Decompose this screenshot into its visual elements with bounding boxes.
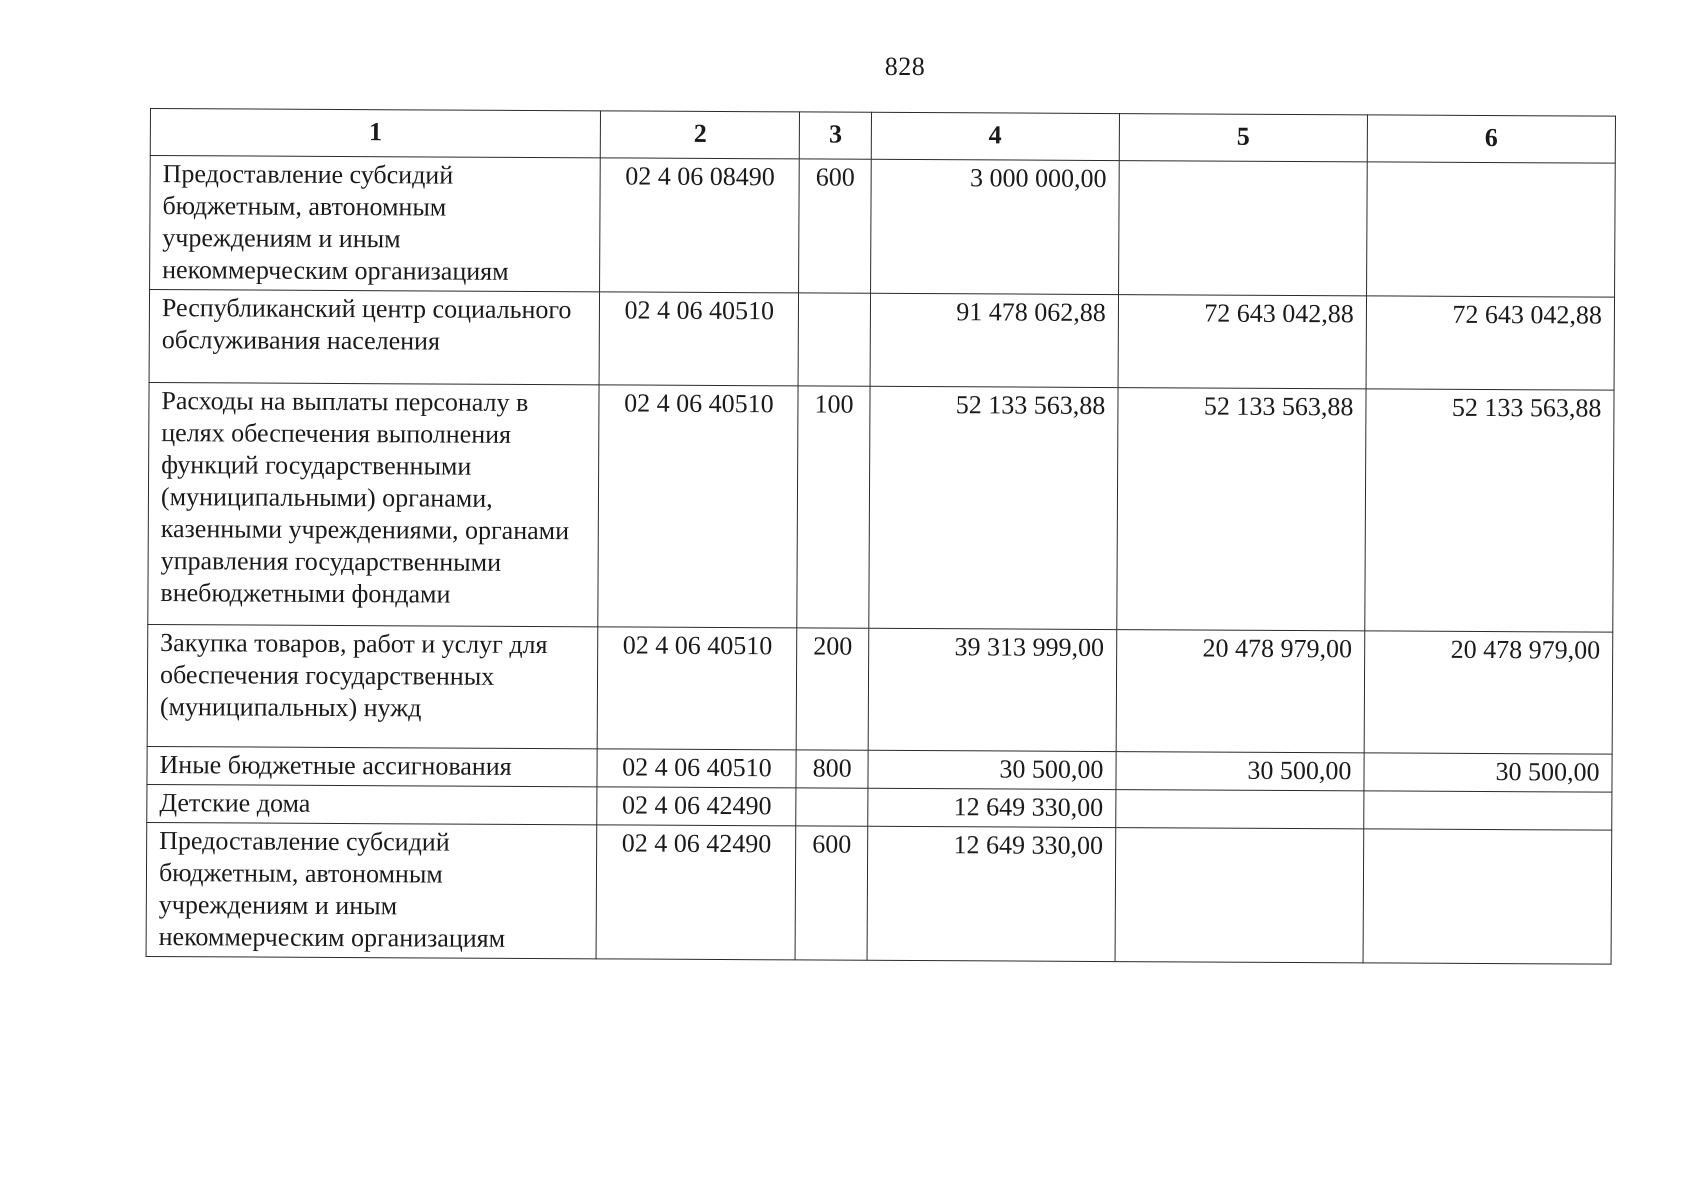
row-kvr-cell: 600 (799, 159, 871, 293)
row-sum-2-cell: 30 500,00 (1116, 752, 1364, 791)
row-code-cell: 02 4 06 40510 (597, 749, 796, 788)
table-row (148, 382, 1614, 632)
page-number: 828 (884, 52, 926, 81)
row-name-cell: Предоставление субсидий бюджетным, автономным учреждениям и иным некоммерческим организациям (146, 822, 597, 958)
row-sum-1-cell: 39 313 999,00 (868, 628, 1117, 751)
row-kvr-cell (799, 293, 871, 386)
row-code-cell: 02 4 06 42490 (596, 825, 796, 960)
budget-table (146, 108, 1616, 965)
row-code-cell: 02 4 06 42490 (597, 787, 796, 826)
row-sum-2-cell (1118, 161, 1367, 296)
column-header-6: 6 (1367, 115, 1615, 163)
row-sum-3-cell (1363, 829, 1612, 964)
row-sum-3-cell: 72 643 042,88 (1366, 296, 1615, 390)
column-header-5: 5 (1119, 114, 1367, 162)
row-kvr-cell: 600 (796, 826, 868, 960)
row-sum-1-cell: 12 649 330,00 (868, 788, 1116, 827)
column-header-4: 4 (871, 112, 1119, 160)
row-name-cell: Республиканский центр социального обслуживания населения (149, 290, 600, 385)
table-row (150, 156, 1616, 298)
row-sum-1-cell: 30 500,00 (868, 750, 1116, 789)
row-sum-3-cell: 20 478 979,00 (1364, 631, 1613, 754)
column-header-2: 2 (601, 111, 800, 159)
row-kvr-cell: 200 (797, 628, 869, 750)
row-sum-1-cell: 12 649 330,00 (867, 826, 1116, 961)
row-sum-2-cell (1115, 828, 1364, 963)
row-code-cell: 02 4 06 08490 (600, 158, 800, 293)
row-sum-3-cell (1364, 791, 1612, 830)
row-sum-1-cell: 3 000 000,00 (870, 159, 1119, 294)
row-name-cell: Иные бюджетные ассигнования (147, 746, 598, 786)
row-kvr-cell: 800 (796, 750, 868, 788)
row-sum-2-cell: 20 478 979,00 (1116, 630, 1365, 753)
row-name-cell: Предоставление субсидий бюджетным, автономным учреждениям и иным некоммерческим организациям (150, 156, 601, 292)
row-sum-3-cell: 30 500,00 (1364, 753, 1612, 792)
table-header-row (150, 109, 1615, 164)
table-row (147, 624, 1613, 754)
row-name-cell: Детские дома (147, 784, 598, 824)
row-name-cell: Расходы на выплаты персоналу в целях обеспечения выполнения функций государственными (муниципальными) органами, казенными учреждениями, органами управления государственными внебюджетными фондами (148, 382, 600, 626)
column-header-1: 1 (150, 109, 601, 158)
row-sum-2-cell (1116, 790, 1364, 829)
row-name-cell: Закупка товаров, работ и услуг для обеспечения государственных (муниципальных) нужд (147, 624, 598, 748)
row-sum-3-cell (1366, 162, 1615, 297)
row-kvr-cell: 100 (797, 386, 870, 628)
table-row (149, 290, 1614, 391)
row-sum-1-cell: 52 133 563,88 (869, 386, 1118, 629)
row-sum-2-cell: 72 643 042,88 (1118, 295, 1367, 389)
row-code-cell: 02 4 06 40510 (598, 627, 798, 750)
row-kvr-cell (796, 788, 868, 826)
table-row (146, 822, 1612, 964)
row-sum-3-cell: 52 133 563,88 (1365, 389, 1614, 632)
row-code-cell: 02 4 06 40510 (599, 292, 799, 386)
row-sum-2-cell: 52 133 563,88 (1117, 388, 1366, 631)
column-header-3: 3 (800, 112, 872, 159)
row-code-cell: 02 4 06 40510 (598, 385, 798, 628)
row-sum-1-cell: 91 478 062,88 (870, 293, 1119, 387)
